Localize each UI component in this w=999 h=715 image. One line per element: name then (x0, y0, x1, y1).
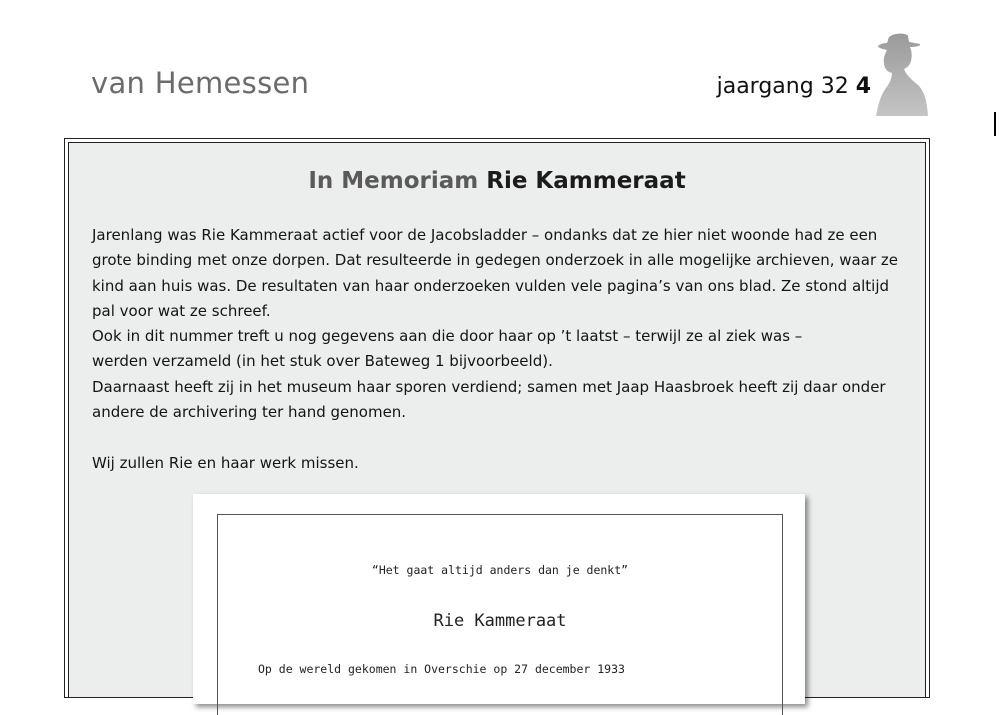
paragraph: Jarenlang was Rie Kammeraat actief voor de Jacobsladder – ondanks dat ze hier niet woonde had ze een grote binding met onze dorpen. Dat resulteerde in gedegen onderzoek in alle mogelijke archieven, waar ze kind aan huis was. De resultaten van haar onderzoeken vulden vele pagina’s van ons blad. Ze stond altijd pal voor wat ze schreef. (92, 226, 898, 320)
card-quote: “Het gaat altijd anders dan je denkt” (371, 563, 629, 577)
card-name: Rie Kammeraat (433, 611, 567, 631)
silhouette-man-hat-icon (866, 30, 930, 116)
paragraph: Daarnaast heeft zij in het museum haar sporen verdiend; samen met Jaap Haasbroek heeft zij daar onder andere de archivering ter hand genomen. (92, 377, 886, 422)
paragraph: Wij zullen Rie en haar werk missen. (92, 453, 359, 472)
issue-info (717, 74, 871, 99)
memoriam-box (64, 138, 930, 698)
mourning-card-image (193, 494, 805, 704)
card-birth-line: Op de wereld gekomen in Overschie op 27 december 1933 (258, 662, 625, 676)
page-edge-mark (994, 112, 996, 136)
issue-label: jaargang 32 (716, 74, 849, 99)
memoriam-box-inner (68, 142, 926, 697)
issue-number: 4 (855, 74, 871, 99)
article-body (92, 223, 904, 476)
mourning-card-border (217, 514, 783, 715)
publication-title: van Hemessen (91, 66, 310, 100)
article-title (69, 168, 925, 194)
paragraph-spacer (92, 425, 904, 450)
paragraph: Ook in dit nummer treft u nog gegevens aan die door haar op ’t laatst – terwijl ze al ziek was – (92, 327, 803, 346)
article-title-lead: In Memoriam (308, 168, 479, 194)
article-title-name: Rie Kammeraat (486, 168, 686, 194)
paragraph: werden verzameld (in het stuk over Bateweg 1 bijvoorbeeld). (92, 352, 553, 371)
